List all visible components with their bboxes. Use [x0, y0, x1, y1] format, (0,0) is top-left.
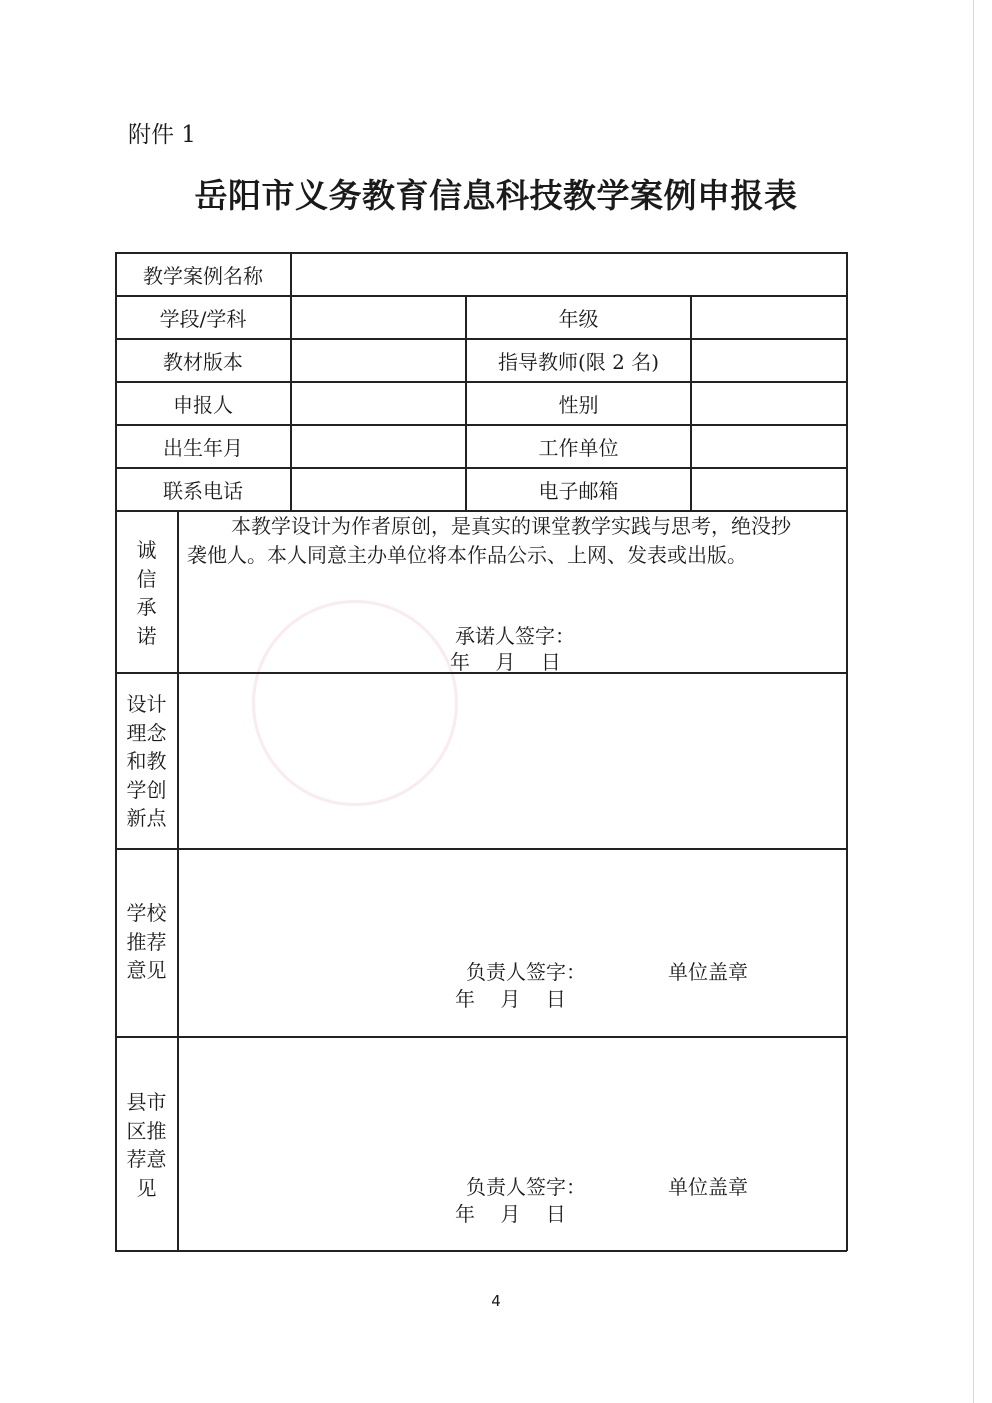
county-date: 年 月 日 [455, 1202, 566, 1226]
county-signature: 负责人签字： [466, 1175, 586, 1199]
county-recommendation-label: 县市 区推 荐意 见 [126, 1090, 167, 1200]
integrity-line-1: 本教学设计为作者原创，是真实的课堂教学实践与思考，绝没抄 [231, 514, 791, 538]
textbook-field[interactable] [292, 339, 465, 381]
phone-label: 联系电话 [163, 478, 243, 503]
grade-label: 年级 [558, 306, 599, 331]
design-concept-field[interactable] [179, 674, 846, 848]
school-seal: 单位盖章 [668, 960, 748, 984]
textbook-label: 教材版本 [163, 349, 243, 374]
birth-field[interactable] [292, 425, 465, 467]
advisor-field[interactable] [692, 339, 846, 381]
school-date: 年 月 日 [455, 987, 566, 1011]
gender-field[interactable] [692, 382, 846, 424]
stage-subject-label: 学段/学科 [159, 306, 247, 331]
attachment-label: 附件 1 [128, 122, 196, 148]
case-name-label: 教学案例名称 [143, 263, 263, 288]
page-title: 岳阳市义务教育信息科技教学案例申报表 [194, 176, 798, 215]
email-field[interactable] [692, 468, 846, 510]
school-recommendation-label: 学校 推荐 意见 [126, 901, 167, 982]
applicant-label: 申报人 [173, 392, 233, 417]
applicant-field[interactable] [292, 382, 465, 424]
email-label: 电子邮箱 [538, 478, 619, 503]
case-name-field[interactable] [292, 253, 846, 295]
integrity-line-2: 袭他人。本人同意主办单位将本作品公示、上网、发表或出版。 [187, 543, 747, 567]
phone-field[interactable] [292, 468, 465, 510]
integrity-signature: 承诺人签字： [455, 624, 575, 648]
workplace-field[interactable] [692, 425, 846, 467]
advisor-label: 指导教师(限 2 名) [497, 349, 660, 374]
school-signature: 负责人签字： [466, 960, 586, 984]
county-seal: 单位盖章 [668, 1175, 748, 1199]
design-concept-label: 设计 理念 和教 学创 新点 [126, 692, 167, 830]
gender-label: 性别 [558, 392, 599, 417]
stage-subject-field[interactable] [292, 296, 465, 338]
grade-field[interactable] [692, 296, 846, 338]
page-number: 4 [491, 1292, 501, 1310]
integrity-date: 年 月 日 [450, 650, 561, 674]
workplace-label: 工作单位 [538, 435, 619, 460]
integrity-label: 诚 信 承 诺 [136, 538, 157, 648]
birth-label: 出生年月 [163, 435, 243, 460]
